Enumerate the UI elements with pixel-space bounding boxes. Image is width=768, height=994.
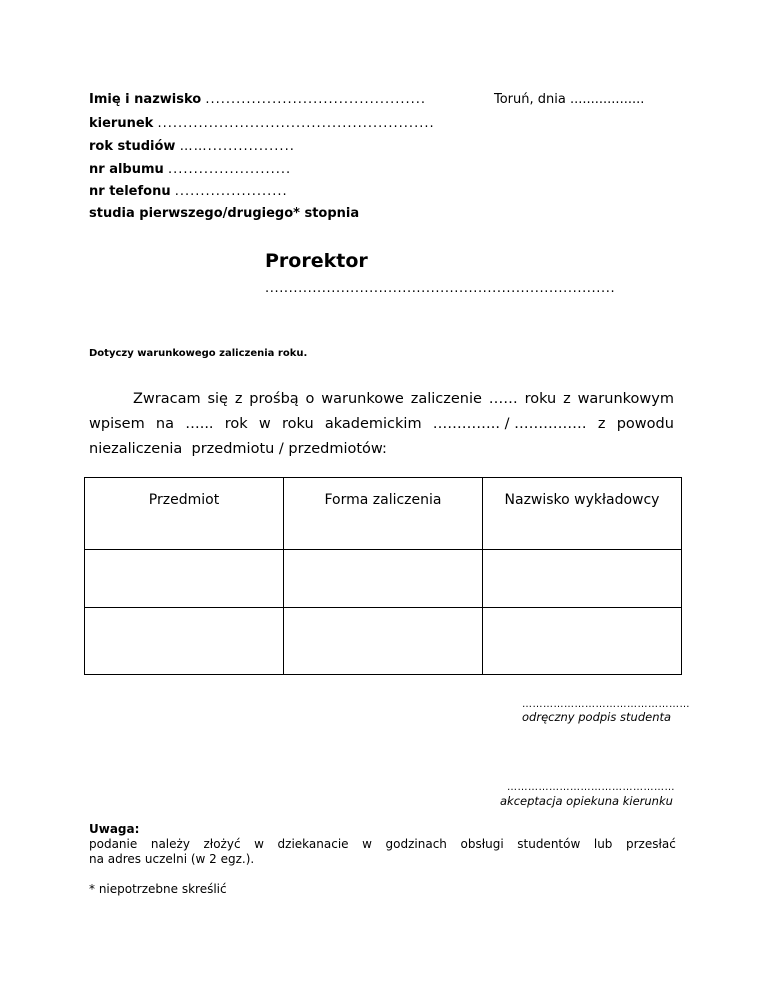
- student-signature-label: odręczny podpis studenta: [522, 710, 672, 724]
- table-header-row: [85, 478, 682, 550]
- body-word: prośbą: [249, 391, 299, 407]
- body-line-3: niezaliczenia przedmiotu / przedmiotów:: [89, 441, 387, 457]
- column-header-lecturer: Nazwisko wykładowcy: [483, 478, 682, 550]
- body-word: z: [234, 391, 243, 407]
- note-title: Uwaga:: [89, 822, 140, 836]
- table-cell[interactable]: [284, 550, 483, 608]
- phone-number: [89, 184, 288, 199]
- note-line-2: na adres uczelni (w 2 egz.).: [89, 852, 255, 866]
- body-word: o: [305, 391, 315, 407]
- note-word: należy: [150, 837, 190, 851]
- table-row: [85, 550, 682, 608]
- column-header-form: Forma zaliczenia: [284, 478, 483, 550]
- body-word: powodu: [616, 416, 674, 432]
- body-word: warunkowe: [321, 391, 404, 407]
- name-dots: ...........................................: [205, 92, 427, 107]
- body-line-1: [133, 391, 674, 407]
- recipient-dots: ..........................................................................: [265, 281, 616, 296]
- table-cell[interactable]: [483, 608, 682, 675]
- student-signature-line: …………………………………………: [522, 699, 690, 710]
- place-date: Toruń, dnia ..................: [494, 92, 645, 107]
- note-word: w: [254, 837, 264, 851]
- body-word: roku: [524, 391, 557, 407]
- year-of-study: [89, 139, 295, 154]
- body-word: roku: [281, 416, 314, 432]
- year-label: rok studiów: [89, 139, 176, 154]
- field-dots: ......................................................: [157, 116, 435, 131]
- album-number: [89, 162, 291, 177]
- body-word: w: [258, 416, 271, 432]
- note-word: złożyć: [203, 837, 241, 851]
- body-word: zaliczenie: [410, 391, 482, 407]
- degree-level: [89, 206, 359, 221]
- table-cell[interactable]: [284, 608, 483, 675]
- body-word: się: [207, 391, 228, 407]
- album-dots: ........................: [167, 162, 292, 177]
- body-word: ……: [488, 391, 518, 407]
- note-word: godzinach: [385, 837, 447, 851]
- note-word: w: [362, 837, 372, 851]
- body-line-2: [89, 416, 674, 432]
- body-word: z: [597, 416, 606, 432]
- name-label: Imię i nazwisko: [89, 92, 202, 107]
- album-label: nr albumu: [89, 162, 164, 177]
- field-of-study: [89, 116, 435, 131]
- subjects-table: [84, 477, 682, 675]
- phone-label: nr telefonu: [89, 184, 171, 199]
- body-word: rok: [224, 416, 248, 432]
- note-word: dziekanacie: [277, 837, 349, 851]
- note-word: lub: [593, 837, 613, 851]
- body-word: …...: [185, 416, 214, 432]
- body-word: ………….. / ……………: [432, 416, 587, 432]
- note-word: przesłać: [626, 837, 676, 851]
- body-word: akademickim: [324, 416, 422, 432]
- note-word: podanie: [89, 837, 138, 851]
- body-word: Zwracam: [133, 391, 201, 407]
- note-line-1: [89, 837, 676, 852]
- advisor-signature-line: …………………………………………: [507, 782, 675, 793]
- column-header-subject: Przedmiot: [85, 478, 284, 550]
- advisor-signature-label: akceptacja opiekuna kierunku: [500, 794, 673, 808]
- table-cell[interactable]: [85, 608, 284, 675]
- recipient-title: Prorektor: [265, 250, 368, 272]
- field-label: kierunek: [89, 116, 154, 131]
- name-field: [89, 92, 426, 107]
- table-cell[interactable]: [483, 550, 682, 608]
- note-word: obsługi: [460, 837, 504, 851]
- subject-line: Dotyczy warunkowego zaliczenia roku.: [89, 348, 308, 359]
- note-word: studentów: [517, 837, 581, 851]
- body-word: wpisem: [89, 416, 145, 432]
- body-word: z: [563, 391, 571, 407]
- degree-label: studia pierwszego/drugiego* stopnia: [89, 206, 360, 221]
- table-cell[interactable]: [85, 550, 284, 608]
- table-row: [85, 608, 682, 675]
- body-word: na: [155, 416, 174, 432]
- body-word: warunkowym: [577, 391, 674, 407]
- phone-dots: ......................: [174, 184, 288, 199]
- year-dots: …….................: [179, 139, 295, 154]
- footnote: * niepotrzebne skreślić: [89, 882, 227, 896]
